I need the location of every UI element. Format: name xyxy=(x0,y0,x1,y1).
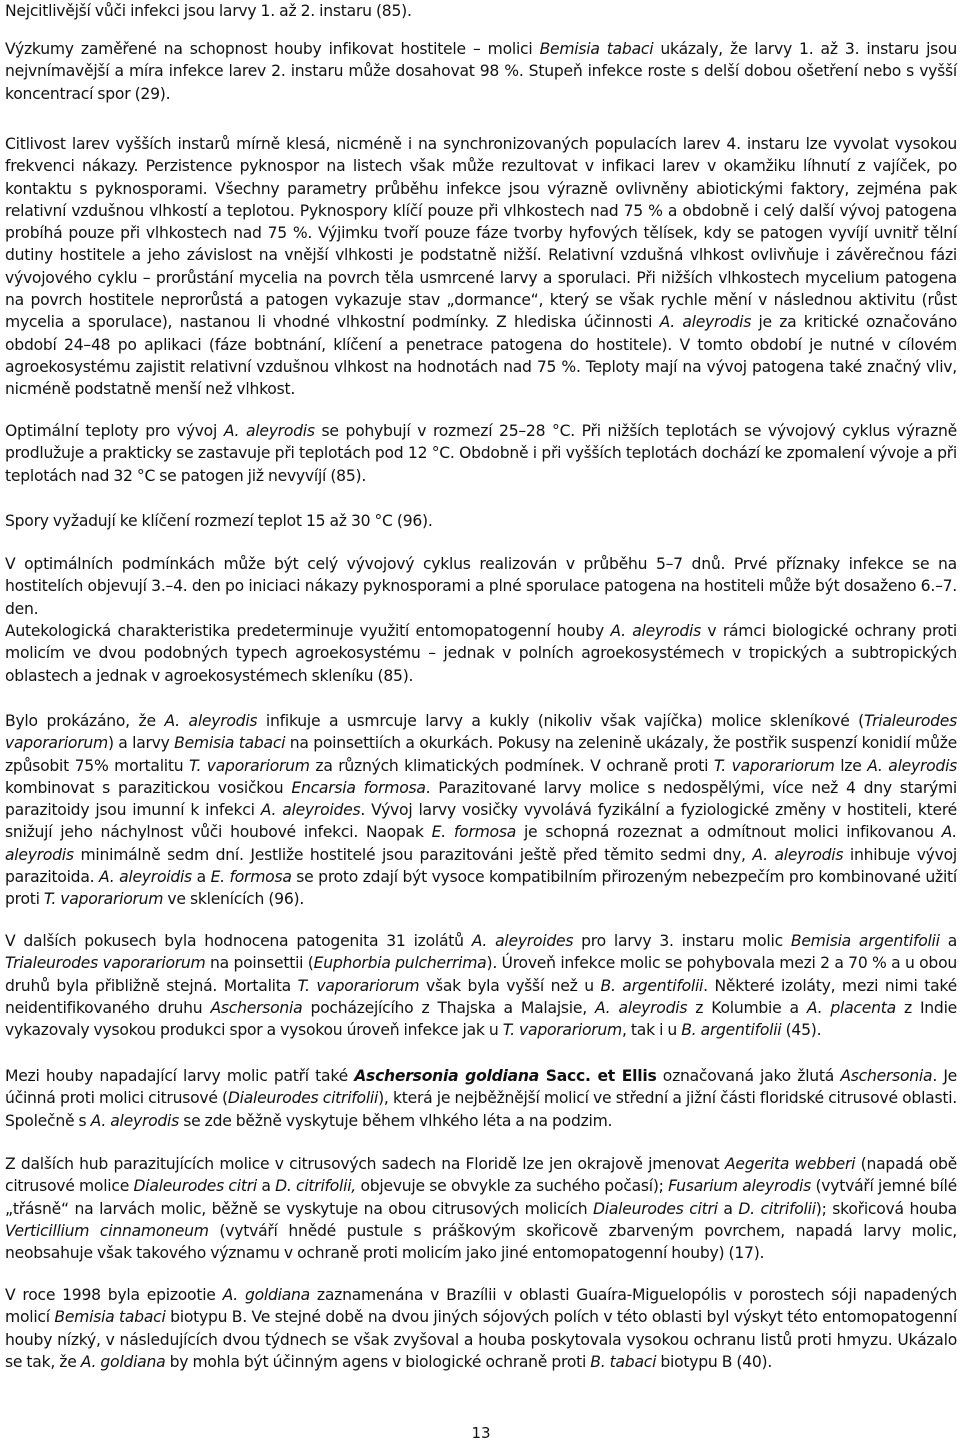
text-run: V optimálních podmínkách může být celý vývojový cyklus realizován v průběhu 5–7 dnů. Prvé příznaky infekce se na hostitelích objevují 3.–4. den po iniciaci nákazy pyknosporami a plné sporulace patogena na hostiteli může být dosaženo 6.–7. den. xyxy=(5,555,957,618)
text-run: biotypu B (40). xyxy=(656,1352,773,1371)
text-run: se proto zdají být vysoce kompatibilním přirozeným nebezpečím pro kombinované užití proti xyxy=(5,868,957,909)
text-run: se zde běžně vyskytuje během vlhkého léta a na podzim. xyxy=(179,1111,613,1130)
text-run: Mezi houby napadající larvy molic patří také xyxy=(5,1067,355,1085)
paragraph-9 xyxy=(5,930,957,1041)
italic-term: Bemisia tabaci xyxy=(174,734,286,753)
italic-term: Bemisia argentifolii xyxy=(790,932,940,950)
italic-term: A. aleyrodis xyxy=(164,712,258,730)
text-run: Autekologická charakteristika predeterminuje využití entomopatogenní houby xyxy=(5,622,611,640)
text-run: minimálně sedm dní. Jestliže hostitelé jsou parazitováni ještě před těmito sedmi dny, xyxy=(73,845,753,864)
text-run: je schopná rozeznat a odmítnout molici infikovanou xyxy=(516,823,942,842)
text-run: Výzkumy zaměřené na schopnost houby infikovat hostitele – molici xyxy=(5,40,540,58)
text-run: zaznamenána v Brazílii v oblasti Guaíra-Miguelopólis v porostech sóji napadených molicí xyxy=(5,1286,957,1327)
italic-term: D. citrifolii, xyxy=(275,1177,357,1196)
text-run: Nejcitlivější vůči infekci jsou larvy 1. až 2. instaru (85). xyxy=(5,2,412,20)
text-run: je za kritické označováno období 24–48 po aplikaci (fáze bobtnání, klíčení a penetrace patogena do hostitele). V tomto období je nutné v cílovém agroekosystému zajistit relativní vzdušnou vlhkost na hodnotách nad 75 %. Teploty mají na vývoj patogena také značný vliv, nicméně podstatně menší než vlhkost. xyxy=(5,313,958,399)
italic-term: A. placenta xyxy=(806,998,896,1017)
paragraph-4 xyxy=(5,420,957,487)
text-run: lze xyxy=(834,756,868,775)
text-run: na poinsettii ( xyxy=(205,954,314,973)
italic-term: A. aleyrodis xyxy=(659,313,752,332)
italic-term: Dialeurodes citrifolii xyxy=(227,1089,379,1108)
italic-term: Fusarium aleyrodis xyxy=(668,1177,812,1196)
text-run: Spory vyžadují ke klíčení rozmezí teplot 15 až 30 °C (96). xyxy=(5,512,433,530)
text-run: kombinovat s parazitickou vosičkou xyxy=(5,778,292,797)
text-run: za různých klimatických podmínek. V ochraně proti xyxy=(309,756,714,775)
italic-term: T. vaporariorum xyxy=(189,756,310,775)
text-run: ve sklenících (96). xyxy=(163,890,305,909)
italic-term: Aschersonia xyxy=(840,1067,933,1085)
italic-term: Trialeurodes vaporariorum xyxy=(5,954,206,973)
paragraph-10 xyxy=(5,1065,957,1132)
bold-text: Sacc. et Ellis xyxy=(539,1067,657,1085)
text-run: ukázaly, že larvy 1. až 3. instaru jsou nejvnímavější a míra infekce larev 2. instaru může dosahovat 98 %. Stupeň infekce roste s delší dobou ošetření nebo s vyšší koncentrací spor (29). xyxy=(5,40,957,103)
text-run: (napadá obě citrusové molice xyxy=(5,1155,958,1196)
italic-term: Verticillium cinnamoneum xyxy=(5,1221,209,1240)
italic-term: A. aleyrodis xyxy=(90,1111,179,1130)
text-run: . Parazitované larvy molice s nedospělými, více než 4 dny starými parazitoidy jsou imunní k infekci xyxy=(5,778,957,820)
paragraph-3 xyxy=(5,133,957,401)
text-run: však byla vyšší než u xyxy=(419,976,601,995)
italic-term: A. aleyrodis xyxy=(752,845,844,864)
text-run: a xyxy=(939,932,957,950)
italic-term: A. aleyrodis xyxy=(867,756,958,775)
italic-term: Trialeurodes vaporariorum xyxy=(5,712,958,753)
italic-term: A. aleyroidis xyxy=(99,868,192,887)
italic-term: A. goldiana xyxy=(222,1286,310,1304)
text-run: na poinsettiích a okurkách. Pokusy na zelenině ukázaly, že postřik suspenzí konidií může způsobit 75% mortalitu xyxy=(5,734,957,775)
text-run: (vytváří jemné bílé „třásně“ na larvách molic, běžně se vyskytuje na obou citrusových molicích xyxy=(5,1177,957,1218)
paragraph-11 xyxy=(5,1153,957,1264)
text-run: by mohla být účinným agens v biologické ochraně proti xyxy=(165,1352,591,1371)
text-run: pocházejícího z Thajska a Malajsie, xyxy=(302,998,595,1017)
paragraph-7 xyxy=(5,620,957,687)
italic-term: A. aleyrodis xyxy=(594,998,688,1017)
italic-term: T. vaporariorum xyxy=(502,1021,622,1040)
text-run: ); skořicová houba xyxy=(815,1199,957,1218)
text-run: pro larvy 3. instaru molic xyxy=(573,932,791,950)
italic-term: Dialeurodes citri xyxy=(133,1177,257,1196)
italic-term: A. goldiana xyxy=(80,1352,166,1371)
italic-term: Bemisia tabaci xyxy=(539,40,654,58)
italic-term: Encarsia formosa xyxy=(291,778,426,797)
italic-term: A. aleyrodis xyxy=(610,622,701,640)
italic-term: Dialeurodes citri xyxy=(593,1199,718,1218)
italic-term: A. aleyroides xyxy=(471,932,574,950)
text-run: Bylo prokázáno, že xyxy=(5,712,165,730)
italic-term: D. citrifolii xyxy=(738,1199,816,1218)
text-run: infikuje a usmrcuje larvy a kukly (nikoliv však vajíčka) molice skleníkové ( xyxy=(257,712,865,730)
italic-term: Bemisia tabaci xyxy=(54,1308,166,1327)
text-run: biotypu B. Ve stejné době na dvou jiných sójových polích v této oblasti byl výskyt této entomopatogenní houby nízký, v následujících dvou týdnech se však zvyšoval a houba poskytovala vysokou ochranu listů proti hmyzu. Ukázalo se tak, že xyxy=(5,1308,957,1371)
text-run: V dalších pokusech byla hodnocena patogenita 31 izolátů xyxy=(5,932,472,950)
italic-term: Euphorbia pulcherrima xyxy=(313,954,487,973)
text-run: ), která je nejběžnější molicí ve střední a jižní části floridské citrusové oblasti. Společně s xyxy=(5,1089,957,1130)
italic-term: Aegerita webberi xyxy=(724,1155,856,1173)
italic-term: B. tabaci xyxy=(590,1352,657,1371)
text-run: ). Úroveň infekce molic se pohybovala mezi 2 a 70 % a u obou druhů byla přibližně stejná. Mortalita xyxy=(5,954,957,995)
document-page xyxy=(5,0,957,1445)
italic-term: Aschersonia goldiana xyxy=(354,1067,540,1085)
text-run: Z dalších hub parazitujících molice v citrusových sadech na Floridě lze jen okrajově jmenovat xyxy=(5,1155,725,1173)
text-run: ) a larvy xyxy=(107,734,175,753)
text-run: . Je účinná proti molici citrusové ( xyxy=(5,1067,958,1108)
text-run: (45). xyxy=(781,1021,822,1040)
paragraph-8 xyxy=(5,710,957,911)
italic-term: B. argentifolii xyxy=(681,1021,782,1040)
text-run: v rámci biologické ochrany proti molicím ve dvou podobných typech agroekosystému – jednak v polních agroekosystémech v tropických a subtropických oblastech a jednak v agroekosystémech skleníku (85). xyxy=(5,622,958,685)
paragraph-6 xyxy=(5,553,957,620)
text-run: , tak i u xyxy=(622,1021,682,1040)
text-run: označovaná jako žlutá xyxy=(656,1067,841,1085)
italic-term: Aschersonia xyxy=(210,998,303,1017)
italic-term: B. argentifolii xyxy=(600,976,704,995)
text-run: (vytváří hnědé pustule s práškovým skořicově zbarveným povrchem, napadá larvy molic, neobsahuje však takového významu v ochraně proti molicím jako jiné entomopatogenní houby) (17). xyxy=(5,1221,957,1263)
paragraph-12 xyxy=(5,1284,957,1373)
italic-term: T. vaporariorum xyxy=(297,976,420,995)
paragraph-5 xyxy=(5,510,957,532)
italic-term: E. formosa xyxy=(431,823,517,842)
text-run: Citlivost larev vyšších instarů mírně klesá, nicméně i na synchronizovaných populacích larev 4. instaru lze vyvolat vysokou frekvenci nákazy. Perzistence pyknospor na listech však může rezultovat v infikaci larev v okamžiku líhnutí z vajíček, po kontaktu s pyknosporami. Všechny parametry průběhu infekce jsou výrazně ovlivněny abiotickými faktory, zejména pak relativní vzdušnou vlhkostí a teplotou. Pyknospory klíčí pouze při vlhkostech nad 75 % a obdobně i celý další vývoj patogena probíhá pouze při vlhkostech nad 75 %. Výjimku tvoří pouze fáze tvorby hyfových tělísek, kdy se patogen vyvíjí uvnitř tělní dutiny hostitele a jeho závislost na vnější vlhkosti je podstatně nižší. Relativní vzdušná vlhkost ovlivňuje i závěrečnou fázi vývojového cyklu – prorůstání mycelia na povrch těla usmrcené larvy a sporulaci. Při nižších vlhkostech mycelium patogena na povrch hostitele neprorůstá a patogen vykazuje stav „dormance“, který se však rychle mění v následnou aktivitu (růst mycelia a sporulace), nastanou li vhodné vlhkostní podmínky. Z hlediska účinnosti xyxy=(5,135,957,332)
text-run: Optimální teploty pro vývoj xyxy=(5,422,224,440)
text-run: z Indie vykazovaly vysokou produkci spor a vysokou úroveň infekce jak u xyxy=(5,998,957,1040)
text-run: . Některé izoláty, mezi nimi také neidentifikovaného druhu xyxy=(5,976,958,1017)
paragraph-1 xyxy=(5,0,957,22)
text-run: . Vývoj larvy vosičky vyvolává fyzikální a fyziologické změny v hostiteli, které snižují jeho náchylnost vůči houbové infekci. Naopak xyxy=(5,801,957,842)
text-run: se pohybují v rozmezí 25–28 °C. Při nižších teplotách se vývojový cyklus výrazně prodlužuje a prakticky se zastavuje při teplotách pod 12 °C. Obdobně i při vyšších teplotách dochází ke zpomalení vývoje a při teplotách nad 32 °C se patogen již nevyvíjí (85). xyxy=(5,422,957,485)
italic-term: A. aleyrodis xyxy=(5,823,957,864)
text-run: V roce 1998 byla epizootie xyxy=(5,1286,223,1304)
italic-term: T. vaporariorum xyxy=(43,890,164,909)
text-run: z Kolumbie a xyxy=(687,998,807,1017)
text-run: a xyxy=(717,1199,739,1218)
paragraph-2 xyxy=(5,38,957,105)
text-run: objevuje se obvykle za suchého počasí); xyxy=(356,1177,669,1196)
text-run: a xyxy=(191,868,211,887)
italic-term: A. aleyroides xyxy=(260,801,361,820)
italic-term: T. vaporariorum xyxy=(713,756,835,775)
page-number: 13 xyxy=(471,1424,491,1442)
text-run: inhibuje vývoj parazitoida. xyxy=(5,845,958,887)
text-run: a xyxy=(256,1177,276,1196)
italic-term: E. formosa xyxy=(210,868,292,887)
italic-term: A. aleyrodis xyxy=(223,422,315,440)
